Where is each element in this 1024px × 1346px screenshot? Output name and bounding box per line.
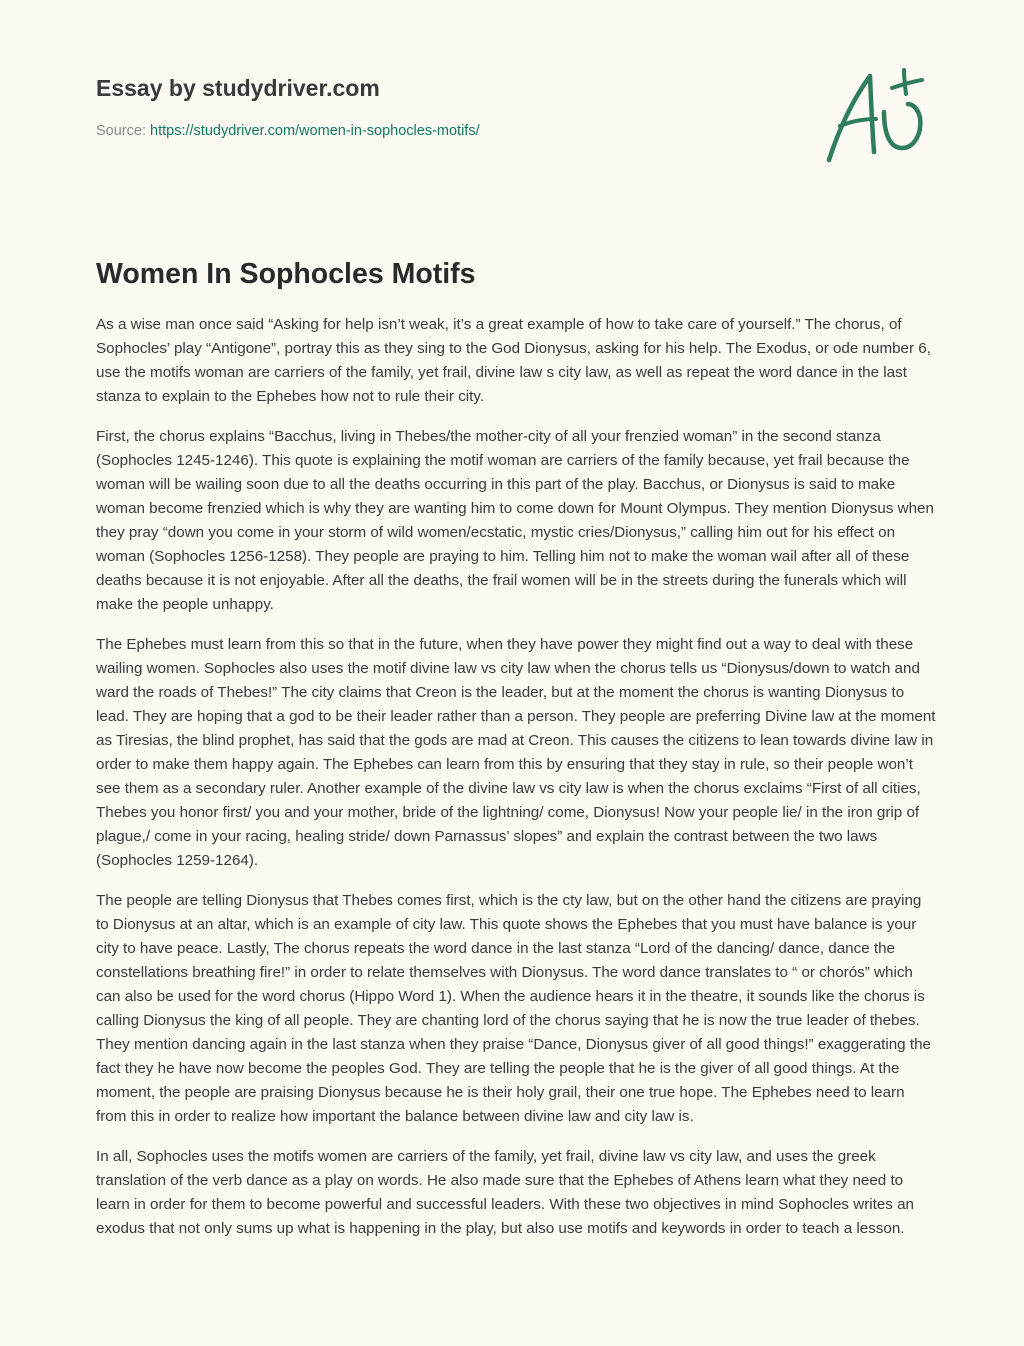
essay-title: Women In Sophocles Motifs: [96, 258, 476, 290]
essay-paragraph: The Ephebes must learn from this so that in the future, when they have power they might find out a way to deal with these wailing women. Sophocles also uses the motif divine law vs city law when the chorus tells us “Dionysus/down to watch and ward the roads of Thebes!” The city claims that Creon is the leader, but at the moment the chorus is wanting Dionysus to lead. They are hoping that a god to be their leader rather than a person. They people are preferring Divine law at the moment as Tiresias, the blind prophet, has said that the gods are mad at Creon. This causes the citizens to lean towards divine law in order to make them happy again. The Ephebes can learn from this by ensuring that they stay in rule, so their people won’t see them as a secondary ruler. Another example of the divine law vs city law is when the chorus exclaims “First of all cities, Thebes you honor first/ you and your mother, bride of the lightning/ come, Dionysus! Now your people lie/ in the iron grip of plague,/ come in your racing, healing stride/ down Parnassus’ slopes” and explain the contrast between the two laws (Sophocles 1259-1264).: [96, 636, 936, 869]
site-brand: Essay by studydriver.com: [96, 75, 380, 101]
essay-body: [96, 313, 938, 1257]
source-line: [96, 121, 480, 141]
essay-paragraph: The people are telling Dionysus that Thebes comes first, which is the cty law, but on the other hand the citizens are praying to Dionysus at an altar, which is an example of city law. This quote shows the Ephebes that you must have balance is your city to have peace. Lastly, The chorus repeats the word dance in the last stanza “Lord of the dancing/ dance, dance the constellations breathing fire!” in order to relate themselves with Dionysus. The word dance translates to “ or chorós” which can also be used for the word chorus (Hippo Word 1). When the audience hears it in the theatre, it sounds like the chorus is calling Dionysus the king of all people. They are chanting lord of the chorus saying that he is now the true leader of thebes. They mention dancing again in the last stanza when they praise “Dance, Dionysus giver of all good things!” exaggerating the fact they he have now become the peoples God. They are telling the people that he is the giver of all good things. At the moment, the people are praising Dionysus because he is their holy grail, their one true hope. The Ephebes need to learn from this in order to realize how important the balance between divine law and city law is.: [96, 892, 931, 1125]
source-link[interactable]: https://studydriver.com/women-in-sophocles-motifs/: [150, 123, 480, 139]
essay-paragraph: First, the chorus explains “Bacchus, living in Thebes/the mother-city of all your frenzied woman” in the second stanza (Sophocles 1245-1246). This quote is explaining the motif woman are carriers of the family because, yet frail because the woman will be wailing soon due to all the deaths occurring in this part of the play. Bacchus, or Dionysus is said to make woman become frenzied which is why they are wanting him to come down for Mount Olympus. They mention Dionysus when they pray “down you come in your storm of wild women/ecstatic, mystic cries/Dionysus,” calling him out for his effect on woman (Sophocles 1256-1258). They people are praying to him. Telling him not to make the woman wail after all of these deaths because it is not enjoyable. After all the deaths, the frail women will be in the streets during the funerals which will make the people unhappy.: [96, 428, 934, 613]
source-label: Source:: [96, 123, 146, 139]
header: [96, 72, 480, 141]
a-plus-grade-icon: [818, 64, 930, 168]
essay-paragraph: As a wise man once said “Asking for help isn’t weak, it’s a great example of how to take care of yourself.” The chorus, of Sophocles’ play “Antigone”, portray this as they sing to the God Dionysus, asking for his help. The Exodus, or ode number 6, use the motifs woman are carriers of the family, yet frail, divine law s city law, as well as repeat the word dance in the last stanza to explain to the Ephebes how not to rule their city.: [96, 316, 931, 405]
essay-paragraph: In all, Sophocles uses the motifs women are carriers of the family, yet frail, divine law vs city law, and uses the greek translation of the verb dance as a play on words. He also made sure that the Ephebes of Athens learn what they need to learn in order for them to become powerful and successful leaders. With these two objectives in mind Sophocles writes an exodus that not only sums up what is happening in the play, but also use motifs and keywords in order to teach a lesson.: [96, 1148, 914, 1237]
